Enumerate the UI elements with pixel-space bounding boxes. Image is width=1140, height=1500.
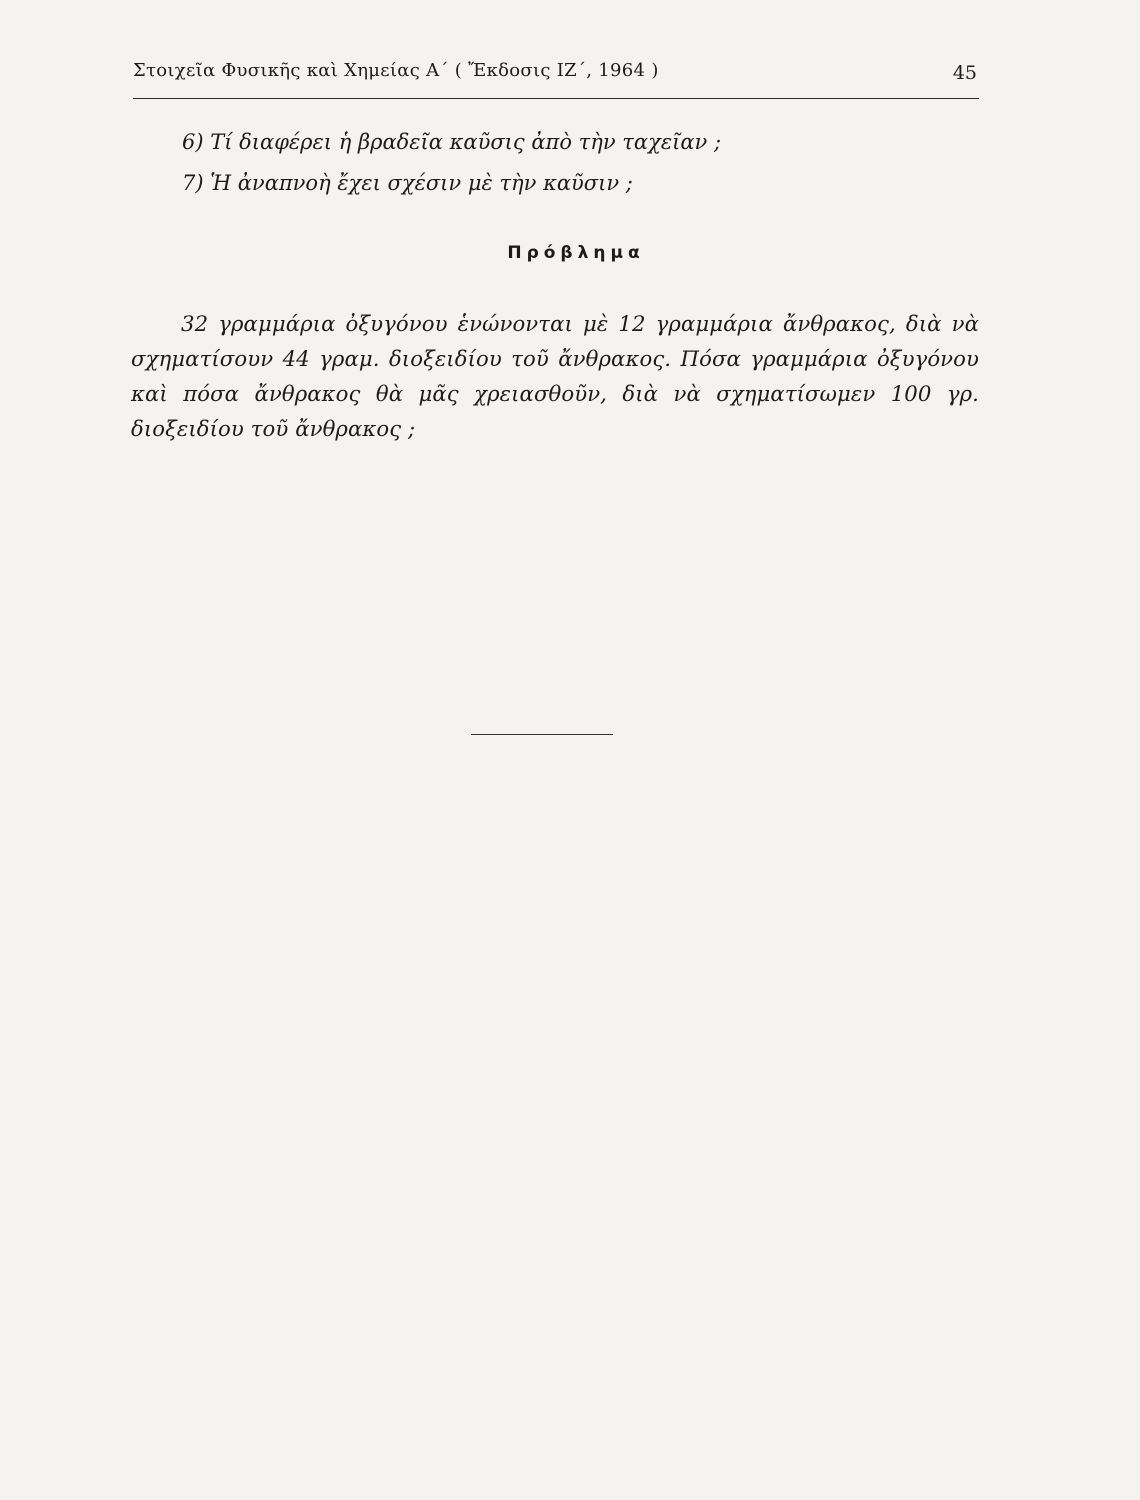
question-6: 6) Τί διαφέρει ἡ βραδεῖα καῦσις ἀπὸ τὴν ταχεῖαν ; (182, 130, 722, 154)
question-7: 7) Ἡ ἀναπνοὴ ἔχει σχέσιν μὲ τὴν καῦσιν ; (182, 171, 633, 195)
problem-paragraph: 32 γραμμάρια ὀξυγόνου ἑνώνονται μὲ 12 γραμμάρια ἄνθρακος, διὰ νὰ σχηματίσουν 44 γραμ. διοξειδίου τοῦ ἄνθρακος. Πόσα γραμμάρια ὀξυγόνου καὶ πόσα ἄνθρακος θὰ μᾶς χρειασθοῦν, διὰ νὰ σχηματίσωμεν 100 γρ. διοξειδίου τοῦ ἄνθρακος ; (131, 311, 979, 441)
running-header (133, 56, 979, 99)
section-heading: Πρόβλημα (507, 243, 645, 263)
end-rule (471, 734, 613, 735)
page-number: 45 (952, 62, 977, 84)
header-title: Στοιχεῖα Φυσικῆς καὶ Χημείας Α΄ ( Ἔκδοσις ΙΖ΄, 1964 ) (133, 60, 659, 81)
